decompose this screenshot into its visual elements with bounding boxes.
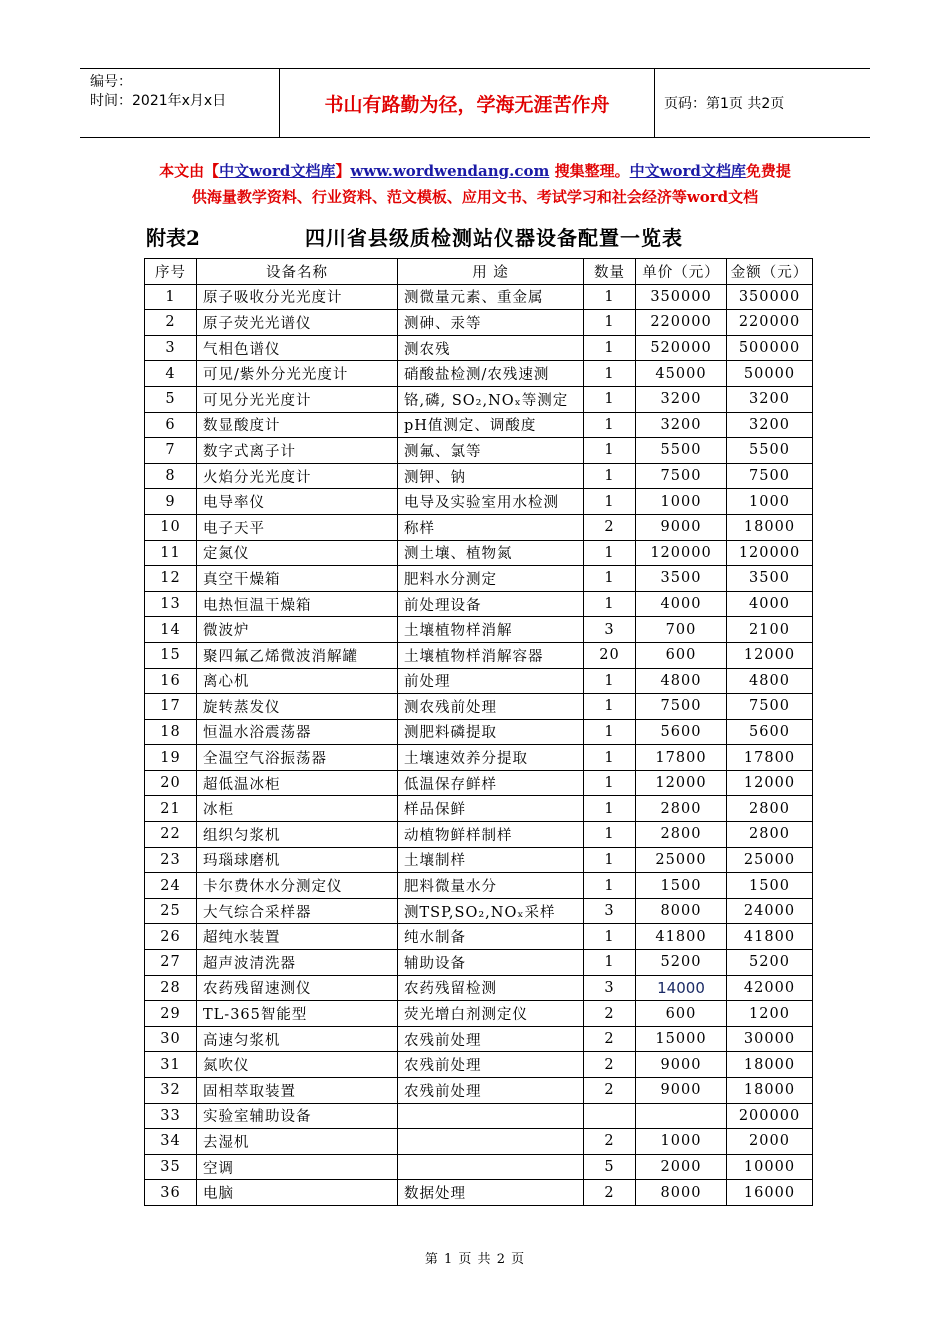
quantity-cell: 1	[584, 950, 636, 976]
amount-cell: 220000	[727, 310, 813, 336]
amount-cell: 4800	[727, 668, 813, 694]
equipment-name-cell: 电导率仪	[197, 489, 398, 515]
table-row	[145, 591, 813, 617]
amount-cell: 50000	[727, 361, 813, 387]
usage-cell: 动植物鲜样制样	[398, 822, 584, 848]
promo-notice	[0, 158, 950, 210]
quantity-cell: 1	[584, 924, 636, 950]
usage-cell: 测钾、钠	[398, 463, 584, 489]
unit-price-cell: 3200	[636, 412, 727, 438]
row-index-cell: 14	[145, 617, 197, 643]
equipment-name-cell: 真空干燥箱	[197, 566, 398, 592]
promo-line-2: 供海量教学资料、行业资料、范文模板、应用文书、考试学习和社会经济等word文档	[191, 188, 759, 206]
usage-cell: 测砷、汞等	[398, 310, 584, 336]
quantity-cell: 2	[584, 514, 636, 540]
quantity-cell: 1	[584, 847, 636, 873]
row-index-cell: 9	[145, 489, 197, 515]
amount-cell: 12000	[727, 642, 813, 668]
col-header-index: 序号	[145, 259, 197, 285]
row-index-cell: 4	[145, 361, 197, 387]
quantity-cell: 2	[584, 1078, 636, 1104]
amount-cell: 2100	[727, 617, 813, 643]
usage-cell: 农残前处理	[398, 1078, 584, 1104]
table-row	[145, 822, 813, 848]
amount-cell: 17800	[727, 745, 813, 771]
equipment-name-cell: 数字式离子计	[197, 438, 398, 464]
table-row	[145, 310, 813, 336]
quantity-cell: 1	[584, 668, 636, 694]
unit-price-cell: 45000	[636, 361, 727, 387]
amount-cell: 18000	[727, 514, 813, 540]
equipment-name-cell: 高速匀浆机	[197, 1026, 398, 1052]
header-meta	[80, 69, 280, 137]
row-index-cell: 5	[145, 386, 197, 412]
row-index-cell: 29	[145, 1001, 197, 1027]
unit-price-cell: 5500	[636, 438, 727, 464]
quantity-cell: 2	[584, 1026, 636, 1052]
table-row	[145, 412, 813, 438]
page-header	[80, 68, 870, 138]
quantity-cell: 1	[584, 438, 636, 464]
usage-cell: 纯水制备	[398, 924, 584, 950]
amount-cell: 16000	[727, 1180, 813, 1206]
unit-price-cell: 3200	[636, 386, 727, 412]
unit-price-cell: 5200	[636, 950, 727, 976]
unit-price-cell: 600	[636, 642, 727, 668]
quantity-cell: 1	[584, 719, 636, 745]
usage-cell: 前处理设备	[398, 591, 584, 617]
row-index-cell: 1	[145, 284, 197, 310]
table-row	[145, 566, 813, 592]
equipment-name-cell: 离心机	[197, 668, 398, 694]
quantity-cell: 1	[584, 361, 636, 387]
amount-cell: 10000	[727, 1154, 813, 1180]
amount-cell: 5200	[727, 950, 813, 976]
table-row	[145, 975, 813, 1001]
row-index-cell: 19	[145, 745, 197, 771]
usage-cell: 农残前处理	[398, 1026, 584, 1052]
row-index-cell: 25	[145, 898, 197, 924]
equipment-table	[144, 258, 813, 1206]
amount-cell: 2800	[727, 796, 813, 822]
usage-cell: 肥料水分测定	[398, 566, 584, 592]
table-row	[145, 617, 813, 643]
unit-price-cell: 2000	[636, 1154, 727, 1180]
table-row	[145, 668, 813, 694]
row-index-cell: 7	[145, 438, 197, 464]
row-index-cell: 24	[145, 873, 197, 899]
row-index-cell: 31	[145, 1052, 197, 1078]
amount-cell: 200000	[727, 1103, 813, 1129]
table-row	[145, 335, 813, 361]
usage-cell: 测肥料磷提取	[398, 719, 584, 745]
equipment-name-cell: 可见/紫外分光光度计	[197, 361, 398, 387]
unit-price-cell: 12000	[636, 770, 727, 796]
quantity-cell: 1	[584, 745, 636, 771]
quantity-cell: 1	[584, 463, 636, 489]
row-index-cell: 3	[145, 335, 197, 361]
quantity-cell: 3	[584, 898, 636, 924]
promo-text: 本文由【	[159, 162, 220, 180]
usage-cell: 硝酸盐检测/农残速测	[398, 361, 584, 387]
equipment-name-cell: 火焰分光光度计	[197, 463, 398, 489]
quantity-cell: 1	[584, 335, 636, 361]
amount-cell: 3200	[727, 412, 813, 438]
unit-price-cell	[636, 1103, 727, 1129]
usage-cell: 测氟、氯等	[398, 438, 584, 464]
table-label: 附表2	[146, 226, 200, 250]
usage-cell: 农残前处理	[398, 1052, 584, 1078]
quantity-cell: 1	[584, 386, 636, 412]
table-row	[145, 719, 813, 745]
row-index-cell: 15	[145, 642, 197, 668]
unit-price-cell: 1000	[636, 489, 727, 515]
col-header-qty: 数量	[584, 259, 636, 285]
row-index-cell: 23	[145, 847, 197, 873]
row-index-cell: 34	[145, 1129, 197, 1155]
table-row	[145, 770, 813, 796]
equipment-name-cell: 电热恒温干燥箱	[197, 591, 398, 617]
table-row	[145, 796, 813, 822]
equipment-name-cell: 全温空气浴振荡器	[197, 745, 398, 771]
amount-cell: 1200	[727, 1001, 813, 1027]
amount-cell: 25000	[727, 847, 813, 873]
unit-price-cell: 5600	[636, 719, 727, 745]
usage-cell: 农药残留检测	[398, 975, 584, 1001]
usage-cell: 低温保存鲜样	[398, 770, 584, 796]
table-row	[145, 745, 813, 771]
row-index-cell: 22	[145, 822, 197, 848]
table-body	[145, 284, 813, 1205]
amount-cell: 120000	[727, 540, 813, 566]
row-index-cell: 30	[145, 1026, 197, 1052]
quantity-cell: 1	[584, 796, 636, 822]
unit-price-cell: 1500	[636, 873, 727, 899]
quantity-cell: 3	[584, 617, 636, 643]
amount-cell: 1500	[727, 873, 813, 899]
equipment-name-cell: 氮吹仪	[197, 1052, 398, 1078]
unit-price-cell: 9000	[636, 1078, 727, 1104]
amount-cell: 350000	[727, 284, 813, 310]
equipment-name-cell: 电子天平	[197, 514, 398, 540]
unit-price-cell: 14000	[636, 975, 727, 1001]
usage-cell: 测土壤、植物氮	[398, 540, 584, 566]
col-header-name: 设备名称	[197, 259, 398, 285]
unit-price-cell: 7500	[636, 694, 727, 720]
row-index-cell: 18	[145, 719, 197, 745]
row-index-cell: 27	[145, 950, 197, 976]
unit-price-cell: 7500	[636, 463, 727, 489]
table-row	[145, 847, 813, 873]
row-index-cell: 16	[145, 668, 197, 694]
row-index-cell: 12	[145, 566, 197, 592]
amount-cell: 1000	[727, 489, 813, 515]
usage-cell: 测农残	[398, 335, 584, 361]
quantity-cell: 20	[584, 642, 636, 668]
equipment-name-cell: 组织匀浆机	[197, 822, 398, 848]
promo-link-site[interactable]: 中文word文档库	[219, 162, 336, 180]
quantity-cell: 2	[584, 1052, 636, 1078]
row-index-cell: 33	[145, 1103, 197, 1129]
amount-cell: 5500	[727, 438, 813, 464]
row-index-cell: 36	[145, 1180, 197, 1206]
equipment-name-cell: 可见分光光度计	[197, 386, 398, 412]
table-row	[145, 1154, 813, 1180]
row-index-cell: 20	[145, 770, 197, 796]
promo-link-url[interactable]: www.wordwendang.com	[350, 162, 550, 180]
amount-cell: 18000	[727, 1078, 813, 1104]
header-page-info: 页码：第1页 共2页	[664, 96, 785, 112]
time-label: 时间：2021年x月x日	[90, 93, 227, 109]
amount-cell: 500000	[727, 335, 813, 361]
equipment-name-cell: 固相萃取装置	[197, 1078, 398, 1104]
unit-price-cell: 8000	[636, 898, 727, 924]
quantity-cell: 1	[584, 694, 636, 720]
table-row	[145, 284, 813, 310]
row-index-cell: 6	[145, 412, 197, 438]
equipment-name-cell: 原子荧光光谱仪	[197, 310, 398, 336]
equipment-name-cell: 实验室辅助设备	[197, 1103, 398, 1129]
table-row	[145, 1129, 813, 1155]
equipment-name-cell: 玛瑙球磨机	[197, 847, 398, 873]
quantity-cell: 1	[584, 566, 636, 592]
amount-cell: 30000	[727, 1026, 813, 1052]
unit-price-cell: 4000	[636, 591, 727, 617]
usage-cell: 电导及实验室用水检测	[398, 489, 584, 515]
table-row	[145, 642, 813, 668]
table-row	[145, 1052, 813, 1078]
row-index-cell: 2	[145, 310, 197, 336]
usage-cell: 荧光增白剂测定仪	[398, 1001, 584, 1027]
quantity-cell: 3	[584, 975, 636, 1001]
table-row	[145, 1001, 813, 1027]
quantity-cell: 1	[584, 822, 636, 848]
unit-price-cell: 2800	[636, 822, 727, 848]
quantity-cell: 1	[584, 310, 636, 336]
quantity-cell: 1	[584, 284, 636, 310]
equipment-name-cell: 超纯水装置	[197, 924, 398, 950]
usage-cell: 称样	[398, 514, 584, 540]
equipment-name-cell: 原子吸收分光光度计	[197, 284, 398, 310]
equipment-name-cell: 电脑	[197, 1180, 398, 1206]
table-row	[145, 924, 813, 950]
quantity-cell: 1	[584, 489, 636, 515]
code-label: 编号：	[90, 74, 132, 90]
unit-price-cell: 520000	[636, 335, 727, 361]
quantity-cell: 1	[584, 591, 636, 617]
row-index-cell: 11	[145, 540, 197, 566]
equipment-name-cell: 恒温水浴震荡器	[197, 719, 398, 745]
row-index-cell: 32	[145, 1078, 197, 1104]
amount-cell: 12000	[727, 770, 813, 796]
table-row	[145, 1078, 813, 1104]
amount-cell: 42000	[727, 975, 813, 1001]
unit-price-cell: 220000	[636, 310, 727, 336]
usage-cell: 前处理	[398, 668, 584, 694]
row-index-cell: 28	[145, 975, 197, 1001]
equipment-name-cell: 大气综合采样器	[197, 898, 398, 924]
col-header-amount: 金额（元）	[727, 259, 813, 285]
col-header-unit-price: 单价（元）	[636, 259, 727, 285]
row-index-cell: 17	[145, 694, 197, 720]
usage-cell: 肥料微量水分	[398, 873, 584, 899]
usage-cell: 辅助设备	[398, 950, 584, 976]
quantity-cell: 1	[584, 873, 636, 899]
row-index-cell: 10	[145, 514, 197, 540]
unit-price-cell: 4800	[636, 668, 727, 694]
usage-cell: 数据处理	[398, 1180, 584, 1206]
equipment-name-cell: 超声波清洗器	[197, 950, 398, 976]
usage-cell: 土壤植物样消解容器	[398, 642, 584, 668]
unit-price-cell: 3500	[636, 566, 727, 592]
row-index-cell: 13	[145, 591, 197, 617]
unit-price-cell: 350000	[636, 284, 727, 310]
table-row	[145, 514, 813, 540]
table-row	[145, 1103, 813, 1129]
amount-cell: 5600	[727, 719, 813, 745]
unit-price-cell: 2800	[636, 796, 727, 822]
unit-price-cell: 120000	[636, 540, 727, 566]
usage-cell: 测TSP,SO₂,NOₓ采样	[398, 898, 584, 924]
amount-cell: 24000	[727, 898, 813, 924]
table-row	[145, 361, 813, 387]
equipment-name-cell: 冰柜	[197, 796, 398, 822]
promo-link-site[interactable]: 中文word文档库	[629, 162, 746, 180]
row-index-cell: 35	[145, 1154, 197, 1180]
equipment-name-cell: 聚四氟乙烯微波消解罐	[197, 642, 398, 668]
equipment-name-cell: 气相色谱仪	[197, 335, 398, 361]
row-index-cell: 8	[145, 463, 197, 489]
equipment-name-cell: 微波炉	[197, 617, 398, 643]
unit-price-cell: 700	[636, 617, 727, 643]
promo-text: 】	[335, 162, 351, 180]
equipment-name-cell: 空调	[197, 1154, 398, 1180]
row-index-cell: 26	[145, 924, 197, 950]
equipment-name-cell: 卡尔费休水分测定仪	[197, 873, 398, 899]
quantity-cell: 2	[584, 1129, 636, 1155]
quantity-cell: 1	[584, 770, 636, 796]
amount-cell: 3500	[727, 566, 813, 592]
amount-cell: 18000	[727, 1052, 813, 1078]
table-header-row	[145, 259, 813, 285]
col-header-usage: 用 途	[398, 259, 584, 285]
unit-price-cell: 9000	[636, 514, 727, 540]
page-title: 四川省县级质检测站仪器设备配置一览表	[305, 226, 683, 250]
table-row	[145, 1180, 813, 1206]
promo-text: 搜集整理。	[549, 162, 630, 180]
quantity-cell: 2	[584, 1180, 636, 1206]
amount-cell: 4000	[727, 591, 813, 617]
quantity-cell	[584, 1103, 636, 1129]
table-row	[145, 898, 813, 924]
table-row	[145, 489, 813, 515]
unit-price-cell: 15000	[636, 1026, 727, 1052]
quantity-cell: 1	[584, 412, 636, 438]
usage-cell: 土壤速效养分提取	[398, 745, 584, 771]
unit-price-cell: 25000	[636, 847, 727, 873]
amount-cell: 3200	[727, 386, 813, 412]
usage-cell	[398, 1129, 584, 1155]
amount-cell: 2800	[727, 822, 813, 848]
unit-price-cell: 9000	[636, 1052, 727, 1078]
equipment-name-cell: 数显酸度计	[197, 412, 398, 438]
amount-cell: 7500	[727, 463, 813, 489]
amount-cell: 2000	[727, 1129, 813, 1155]
table-row	[145, 873, 813, 899]
equipment-name-cell: 旋转蒸发仪	[197, 694, 398, 720]
usage-cell	[398, 1154, 584, 1180]
quantity-cell: 2	[584, 1001, 636, 1027]
promo-line-1	[0, 158, 950, 184]
table-row	[145, 540, 813, 566]
page-footer: 第 1 页 共 2 页	[424, 1252, 526, 1267]
usage-cell	[398, 1103, 584, 1129]
quantity-cell: 1	[584, 540, 636, 566]
usage-cell: 铬,磷, SO₂,NOₓ等测定	[398, 386, 584, 412]
amount-cell: 7500	[727, 694, 813, 720]
equipment-name-cell: 超低温冰柜	[197, 770, 398, 796]
row-index-cell: 21	[145, 796, 197, 822]
equipment-name-cell: 定氮仪	[197, 540, 398, 566]
unit-price-cell: 41800	[636, 924, 727, 950]
table-row	[145, 386, 813, 412]
equipment-name-cell: TL-365智能型	[197, 1001, 398, 1027]
unit-price-cell: 600	[636, 1001, 727, 1027]
unit-price-cell: 8000	[636, 1180, 727, 1206]
amount-cell: 41800	[727, 924, 813, 950]
unit-price-cell: 1000	[636, 1129, 727, 1155]
promo-text: 免费提	[745, 162, 791, 180]
equipment-name-cell: 去湿机	[197, 1129, 398, 1155]
table-row	[145, 1026, 813, 1052]
usage-cell: 样品保鲜	[398, 796, 584, 822]
usage-cell: 土壤制样	[398, 847, 584, 873]
quantity-cell: 5	[584, 1154, 636, 1180]
usage-cell: 测微量元素、重金属	[398, 284, 584, 310]
usage-cell: 土壤植物样消解	[398, 617, 584, 643]
table-row	[145, 438, 813, 464]
table-row	[145, 463, 813, 489]
table-row	[145, 694, 813, 720]
usage-cell: 测农残前处理	[398, 694, 584, 720]
header-motto: 书山有路勤为径，学海无涯苦作舟	[280, 69, 655, 137]
table-row	[145, 950, 813, 976]
equipment-name-cell: 农药残留速测仪	[197, 975, 398, 1001]
unit-price-cell: 17800	[636, 745, 727, 771]
usage-cell: pH值测定、调酸度	[398, 412, 584, 438]
